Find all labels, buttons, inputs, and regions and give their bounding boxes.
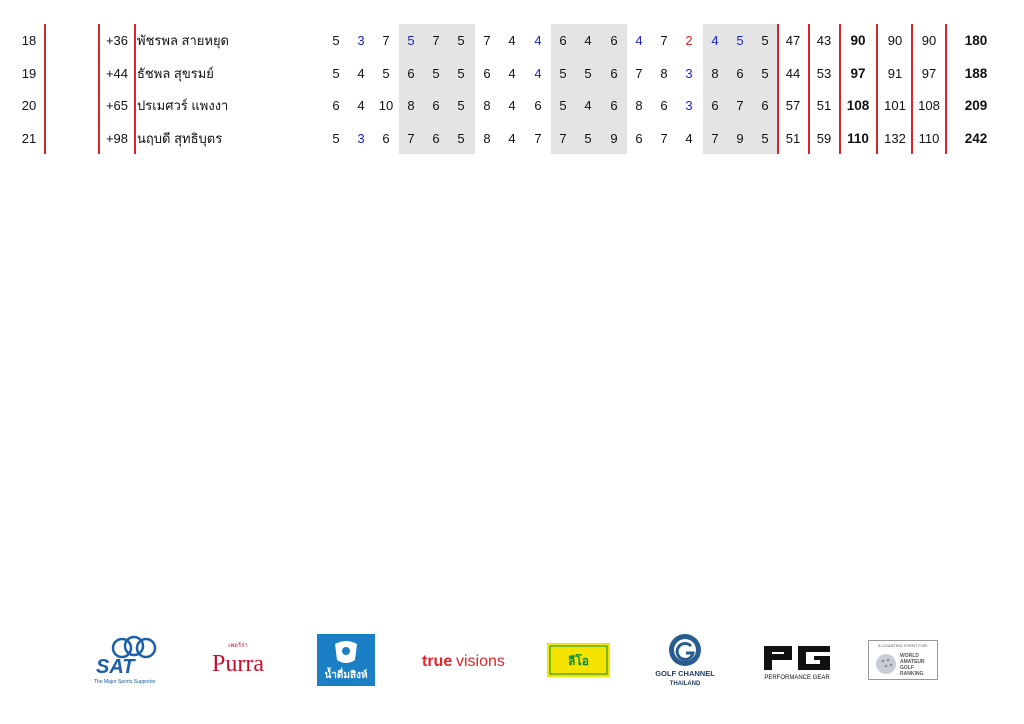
- back-nine-score: 51: [816, 98, 832, 113]
- hole-score: 5: [457, 98, 465, 113]
- hole-score: 5: [407, 33, 415, 48]
- performance-gear-logo: [758, 630, 836, 690]
- position-cell: 21: [21, 130, 37, 146]
- yellow-logo-graphic: [547, 643, 610, 677]
- svg-text:GOLF CHANNEL: GOLF CHANNEL: [655, 669, 715, 678]
- hole-score: 6: [382, 130, 390, 146]
- player-name: ธัชพล สุขรมย์: [137, 65, 214, 81]
- hole-score: 8: [407, 98, 415, 113]
- leaderboard-table: [0, 24, 1024, 154]
- hole-score: 6: [559, 33, 567, 48]
- player-name: ปรเมศวร์ แพงงา: [137, 98, 229, 113]
- hole-score: 4: [508, 65, 516, 81]
- hole-score: 6: [332, 98, 340, 113]
- svg-text:ลีโอ: ลีโอ: [567, 654, 590, 668]
- hole-score: 7: [635, 65, 643, 81]
- to-par-cell: +65: [105, 98, 129, 113]
- hole-score: 2: [685, 33, 693, 48]
- hole-score: 6: [610, 65, 618, 81]
- hole-score: 5: [761, 33, 769, 48]
- truevisions-logo: [420, 630, 512, 690]
- table-row: [0, 123, 1024, 155]
- hole-score: 5: [584, 65, 592, 81]
- purra-logo: [198, 630, 278, 690]
- to-par-cell: +36: [105, 33, 129, 48]
- sat-logo-graphic: [92, 632, 158, 688]
- position-cell: 18: [21, 33, 37, 48]
- hole-score: 4: [508, 98, 516, 113]
- hole-score: 6: [610, 33, 618, 48]
- hole-score: 3: [685, 98, 693, 113]
- hole-score: 3: [357, 33, 365, 48]
- hole-score: 4: [534, 33, 542, 48]
- round-2-score: 132: [884, 130, 906, 146]
- wagr-logo-graphic: [868, 640, 938, 680]
- back-nine-score: 43: [816, 33, 832, 48]
- player-name: พัชรพล สายหยุด: [137, 33, 230, 48]
- hole-score: 5: [736, 33, 744, 48]
- round-2-score: 91: [887, 65, 903, 81]
- front-nine-score: 47: [785, 33, 801, 48]
- round-score: 108: [846, 98, 870, 113]
- hole-score: 6: [432, 98, 440, 113]
- hole-score: 5: [761, 65, 769, 81]
- hole-score: 5: [332, 130, 340, 146]
- singha-logo-graphic: [317, 634, 375, 686]
- hole-score: 4: [685, 130, 693, 146]
- round-3-score: 90: [921, 33, 937, 48]
- hole-score: 6: [736, 65, 744, 81]
- hole-score: 4: [508, 33, 516, 48]
- svg-text:WORLD: WORLD: [900, 653, 919, 659]
- sat-logo: [92, 630, 158, 690]
- position-cell: 20: [21, 98, 37, 113]
- total-score: 188: [964, 65, 988, 81]
- svg-text:SAT: SAT: [96, 656, 135, 678]
- hole-score: 5: [559, 65, 567, 81]
- svg-text:true: true: [422, 653, 453, 670]
- player-name: นฤบดี สุทธิบุตร: [137, 130, 223, 146]
- hole-score: 4: [584, 98, 592, 113]
- table-row: [0, 58, 1024, 90]
- hole-score: 4: [584, 33, 592, 48]
- table-row: [0, 25, 1024, 57]
- hole-score: 5: [332, 33, 340, 48]
- hole-score: 6: [635, 130, 643, 146]
- round-2-score: 101: [884, 98, 906, 113]
- hole-score: 8: [711, 65, 719, 81]
- hole-score: 3: [357, 130, 365, 146]
- table-row: [0, 90, 1024, 122]
- round-score: 110: [847, 130, 869, 146]
- hole-score: 7: [711, 130, 719, 146]
- hole-score: 7: [559, 130, 567, 146]
- back-nine-score: 53: [816, 65, 832, 81]
- round-score: 97: [850, 65, 866, 81]
- svg-text:AMATEUR: AMATEUR: [900, 659, 925, 665]
- hole-score: 4: [711, 33, 719, 48]
- hole-score: 5: [432, 65, 440, 81]
- hole-score: 6: [711, 98, 719, 113]
- hole-score: 4: [534, 65, 542, 81]
- hole-score: 6: [407, 65, 415, 81]
- front-nine-score: 44: [785, 65, 801, 81]
- svg-text:น้ำดื่มสิงห์: น้ำดื่มสิงห์: [324, 670, 368, 681]
- hole-score: 8: [483, 130, 491, 146]
- hole-score: 5: [584, 130, 592, 146]
- hole-score: 6: [660, 98, 668, 113]
- front-nine-score: 57: [785, 98, 801, 113]
- svg-text:Purra: Purra: [212, 651, 264, 677]
- total-score: 180: [964, 33, 988, 48]
- golf-channel-logo-graphic: [647, 632, 723, 688]
- svg-text:PERFORMANCE GEAR: PERFORMANCE GEAR: [764, 675, 830, 680]
- position-cell: 19: [21, 65, 37, 81]
- hole-score: 5: [382, 65, 390, 81]
- svg-text:GOLF: GOLF: [900, 665, 914, 671]
- hole-score: 4: [357, 98, 365, 113]
- round-3-score: 110: [918, 130, 940, 146]
- hole-score: 7: [736, 98, 744, 113]
- svg-text:เพอร์ร่า: เพอร์ร่า: [228, 643, 248, 649]
- hole-score: 10: [378, 98, 394, 113]
- hole-score: 5: [457, 65, 465, 81]
- hole-score: 5: [457, 130, 465, 146]
- yellow-sponsor-logo: [547, 630, 610, 690]
- purra-logo-graphic: [198, 635, 278, 685]
- hole-score: 8: [660, 65, 668, 81]
- truevisions-logo-graphic: [420, 645, 512, 675]
- hole-score: 7: [432, 33, 440, 48]
- hole-score: 5: [559, 98, 567, 113]
- round-3-score: 97: [921, 65, 937, 81]
- hole-score: 4: [508, 130, 516, 146]
- hole-score: 7: [407, 130, 415, 146]
- hole-score: 7: [483, 33, 491, 48]
- hole-score: 6: [432, 130, 440, 146]
- singha-water-logo: [317, 630, 375, 690]
- round-2-score: 90: [887, 33, 903, 48]
- round-3-score: 108: [918, 98, 940, 113]
- hole-score: 7: [382, 33, 390, 48]
- svg-text:THAILAND: THAILAND: [669, 681, 701, 687]
- sponsor-bar: [0, 630, 1024, 700]
- total-score: 242: [964, 130, 988, 146]
- front-nine-score: 51: [785, 130, 801, 146]
- to-par-cell: +44: [105, 65, 129, 81]
- hole-score: 4: [635, 33, 643, 48]
- svg-text:The Major Sports Supporter: The Major Sports Supporter: [94, 679, 156, 685]
- hole-score: 9: [736, 130, 744, 146]
- hole-score: 9: [610, 130, 618, 146]
- pg-logo-graphic: [758, 640, 836, 680]
- hole-score: 3: [685, 65, 693, 81]
- hole-score: 6: [483, 65, 491, 81]
- hole-score: 6: [761, 98, 769, 113]
- hole-score: 4: [357, 65, 365, 81]
- wagr-logo: [868, 630, 938, 690]
- to-par-cell: +98: [105, 130, 129, 146]
- hole-score: 8: [483, 98, 491, 113]
- hole-score: 7: [534, 130, 542, 146]
- svg-text:visions: visions: [456, 653, 505, 670]
- hole-score: 5: [761, 130, 769, 146]
- hole-score: 7: [660, 33, 668, 48]
- hole-score: 6: [610, 98, 618, 113]
- svg-text:RANKING: RANKING: [900, 671, 924, 677]
- hole-score: 8: [635, 98, 643, 113]
- svg-text:A COUNTING EVENT FOR:: A COUNTING EVENT FOR:: [878, 643, 928, 648]
- hole-score: 5: [332, 65, 340, 81]
- hole-score: 5: [457, 33, 465, 48]
- hole-score: 6: [534, 98, 542, 113]
- round-score: 90: [850, 33, 866, 48]
- total-score: 209: [964, 98, 988, 113]
- back-nine-score: 59: [816, 130, 832, 146]
- hole-score: 7: [660, 130, 668, 146]
- golf-channel-logo: [647, 630, 723, 690]
